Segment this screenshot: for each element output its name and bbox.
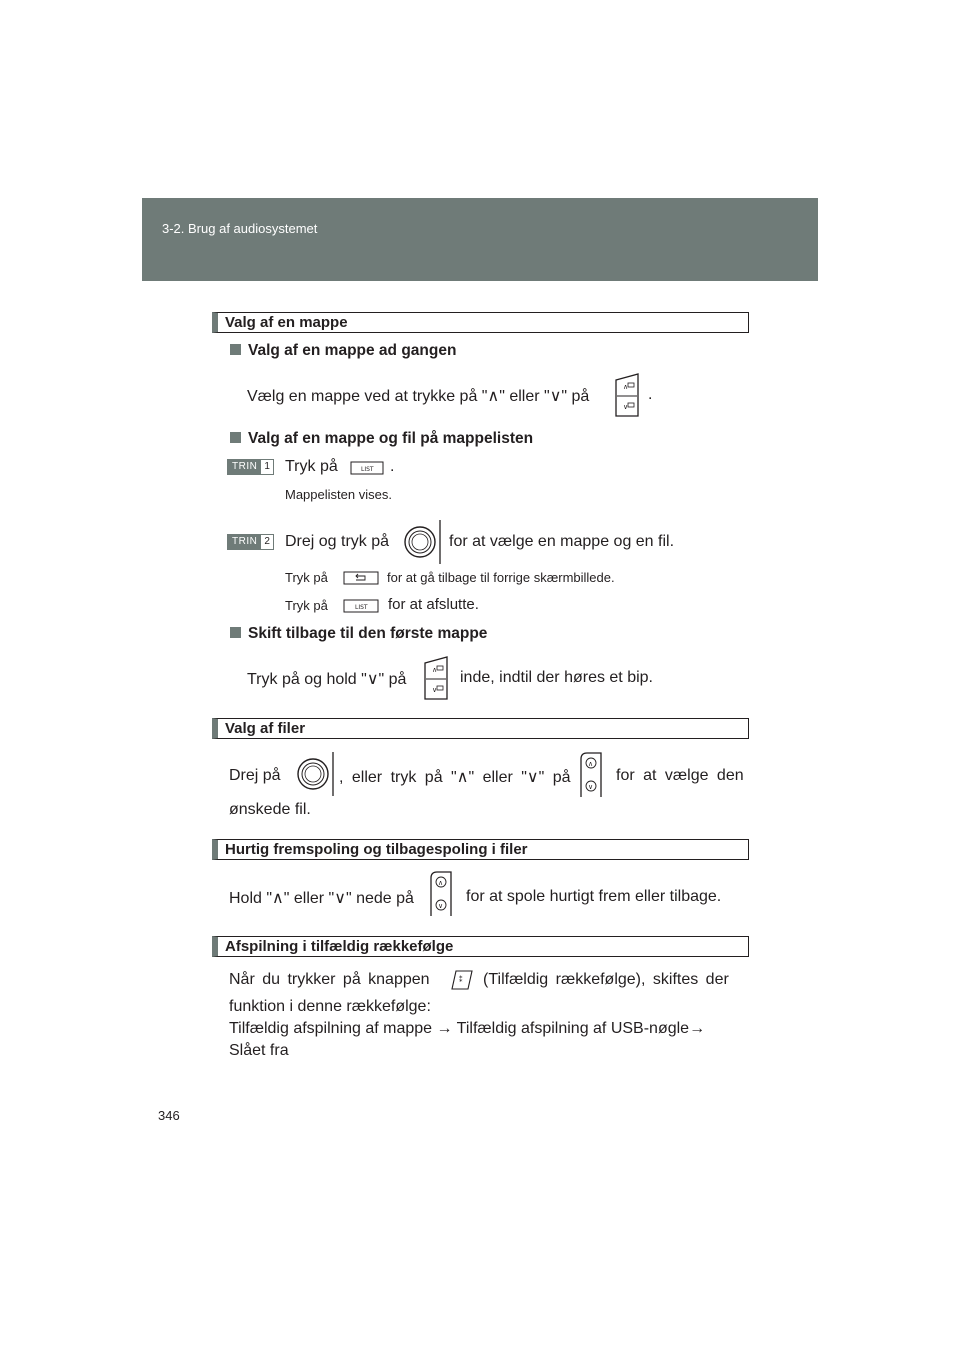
svg-text:∧: ∧ xyxy=(438,879,444,887)
note-back-a: Tryk på xyxy=(285,570,328,585)
tune-knob-icon xyxy=(402,518,444,566)
list-button-icon xyxy=(343,599,379,613)
period: . xyxy=(390,458,395,475)
section-title-folder: Valg af en mappe xyxy=(212,312,749,333)
tune-knob-icon xyxy=(295,750,337,798)
page-number: 346 xyxy=(158,1108,180,1123)
note-back-b: for at gå tilbage til forrige skærmbillede. xyxy=(387,570,615,585)
step2-end: for at vælge en mappe og en fil. xyxy=(449,533,675,550)
files-text-e: for at vælge den xyxy=(616,767,744,784)
bullet-square xyxy=(230,344,241,355)
random-text-a: Når du trykker på knappen xyxy=(229,971,430,988)
step1-text: Tryk på xyxy=(285,458,338,475)
svg-text:LIST: LIST xyxy=(355,604,368,611)
section-title-random: Afspilning i tilfældig rækkefølge xyxy=(212,936,749,957)
subheading-one-folder: Valg af en mappe ad gangen xyxy=(230,342,456,360)
ff-text-d: for at spole hurtigt frem eller tilbage. xyxy=(466,888,722,905)
random-button-icon xyxy=(450,969,474,991)
folder-updown-button-icon xyxy=(612,372,642,418)
step-tag-1: TRIN 1 xyxy=(227,458,274,476)
folder-updown-button-icon xyxy=(421,655,451,701)
section-title-fast-forward: Hurtig fremspoling og tilbagespoling i filer xyxy=(212,839,749,860)
svg-text:∧: ∧ xyxy=(432,666,438,674)
note-end-b: for at afslutte. xyxy=(388,596,479,613)
instruction-first-folder: Tryk på og hold "∨" på xyxy=(247,671,407,688)
svg-text:∧: ∧ xyxy=(623,383,629,391)
bullet-square xyxy=(230,627,241,638)
files-text-b: , eller tryk på "∧" eller "∨" på xyxy=(339,769,571,786)
svg-text:⁑: ⁑ xyxy=(459,976,463,984)
list-button-icon xyxy=(350,461,384,475)
seek-track-button-icon xyxy=(427,870,455,918)
section-breadcrumb: 3-2. Brug af audiosystemet xyxy=(162,221,318,236)
random-text-b: (Tilfældig rækkefølge), skiftes der xyxy=(483,971,729,988)
random-text-c: funktion i denne rækkefølge: xyxy=(229,998,431,1015)
step1-note: Mappelisten vises. xyxy=(285,487,392,502)
step2-text: Drej og tryk på xyxy=(285,533,390,550)
svg-text:∨: ∨ xyxy=(623,403,629,411)
seek-track-button-icon xyxy=(577,751,605,799)
back-button-icon xyxy=(343,571,379,585)
svg-text:∨: ∨ xyxy=(432,686,438,694)
subheading-folder-list: Valg af en mappe og fil på mappelisten xyxy=(230,430,533,448)
files-text-f: ønskede fil. xyxy=(229,801,311,818)
instruction-select-folder: Vælg en mappe ved at trykke på "∧" eller "∨" på xyxy=(247,388,590,405)
ff-text-a: Hold "∧" eller "∨" nede på xyxy=(229,890,414,907)
random-text-d: Tilfældig afspilning af mappe → Tilfældig afspilning af USB-nøgle→ xyxy=(229,1020,706,1037)
random-text-e: Slået fra xyxy=(229,1042,289,1059)
svg-text:∨: ∨ xyxy=(438,902,444,910)
svg-text:∨: ∨ xyxy=(588,783,594,791)
section-title-files: Valg af filer xyxy=(212,718,749,739)
header-band xyxy=(142,198,818,281)
period: . xyxy=(648,386,653,403)
files-text-a: Drej på xyxy=(229,767,281,784)
subheading-first-folder: Skift tilbage til den første mappe xyxy=(230,625,487,643)
bullet-square xyxy=(230,432,241,443)
note-end-a: Tryk på xyxy=(285,598,328,613)
step-tag-2: TRIN 2 xyxy=(227,533,274,551)
instruction-first-folder-end: inde, indtil der høres et bip. xyxy=(460,669,653,686)
svg-text:∧: ∧ xyxy=(588,760,594,768)
svg-text:LIST: LIST xyxy=(361,466,374,473)
